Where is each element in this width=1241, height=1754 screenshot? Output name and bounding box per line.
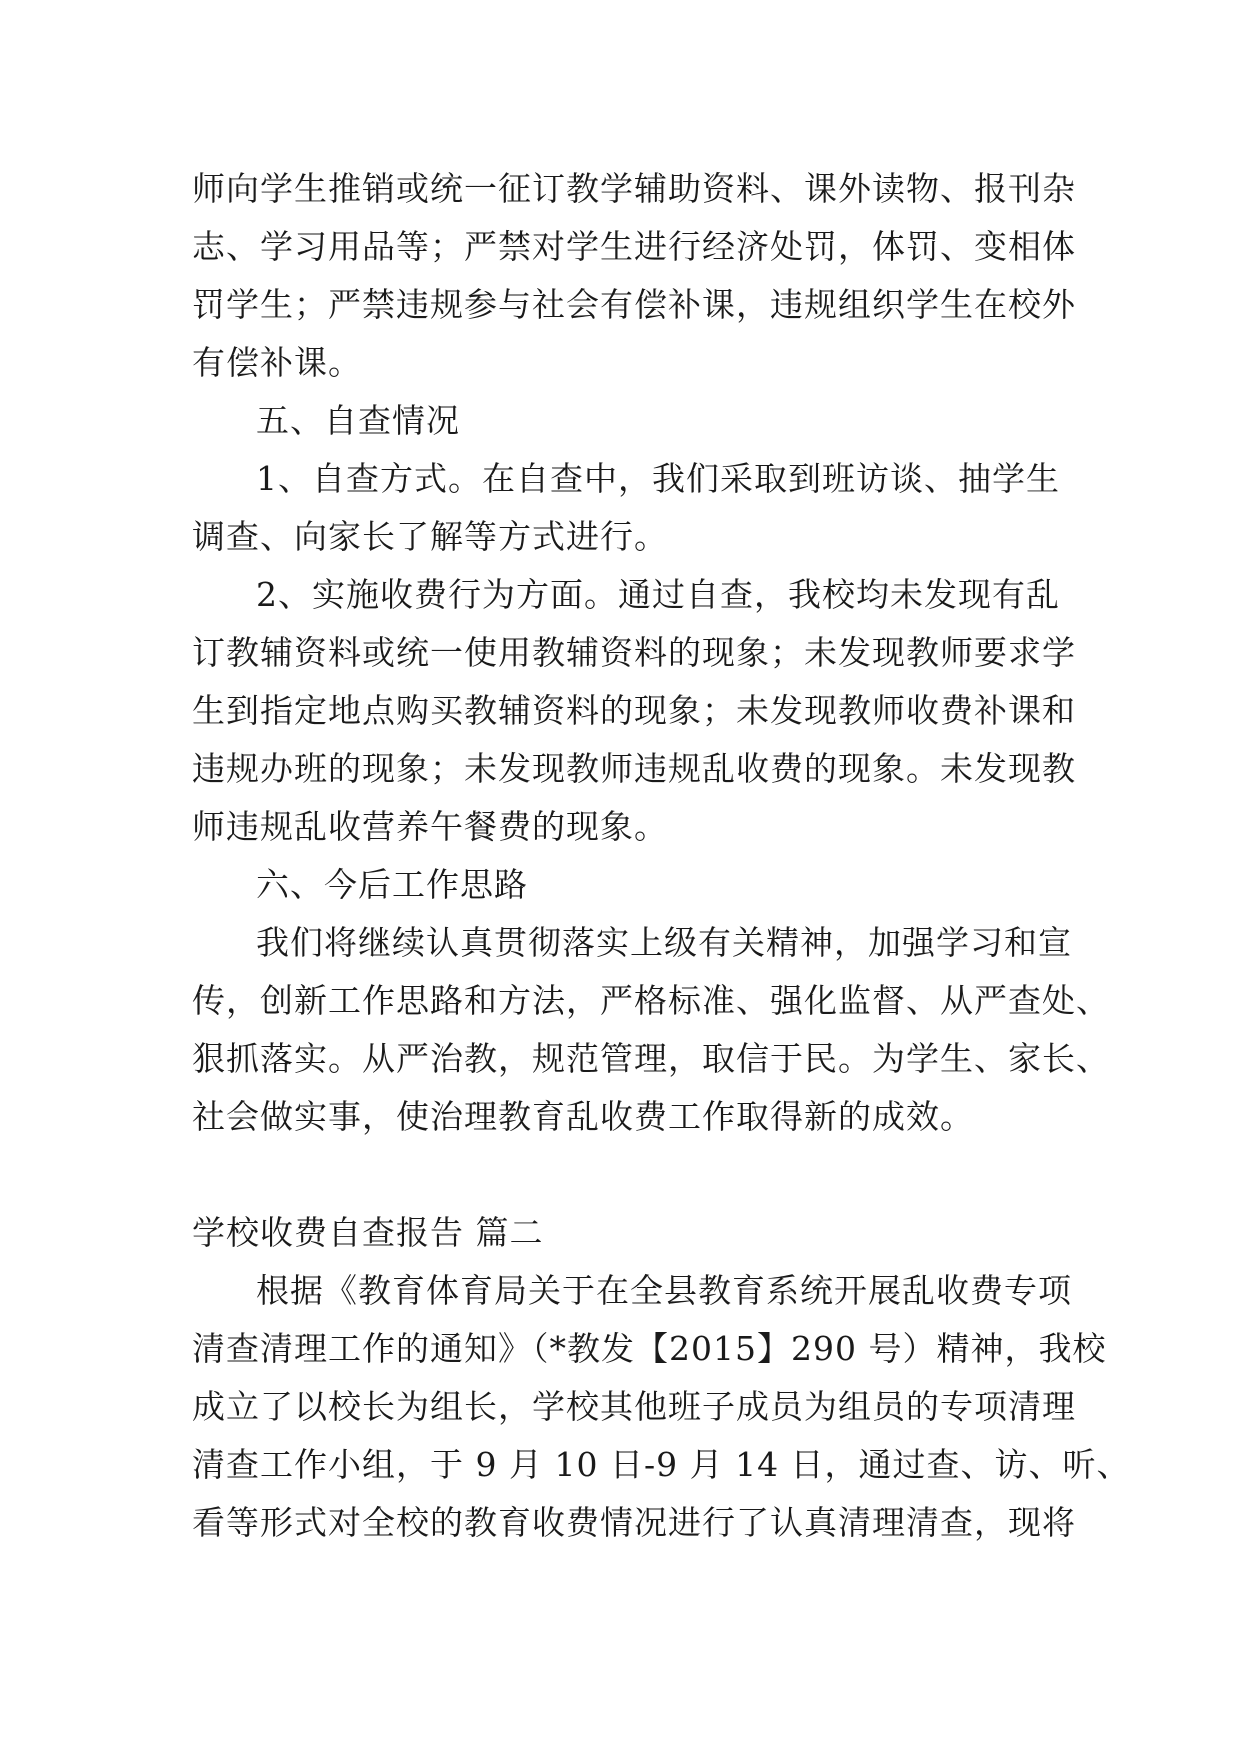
paragraph-first-line: 根据《教育体育局关于在全县教育系统开展乱收费专项 <box>256 1271 1072 1310</box>
document-body <box>192 160 1131 1552</box>
paragraph-first-line: 2、实施收费行为方面。通过自查，我校均未发现有乱 <box>256 575 1060 614</box>
paragraph-first-line: 我们将继续认真贯彻落实上级有关精神，加强学习和宣 <box>256 923 1072 962</box>
body-line: 违规办班的现象；未发现教师违规乱收费的现象。未发现教 <box>192 749 1076 788</box>
body-line: 清查清理工作的通知》（*教发【2015】290 号）精神，我校 <box>192 1329 1107 1368</box>
body-line: 生到指定地点购买教辅资料的现象；未发现教师收费补课和 <box>192 691 1076 730</box>
body-line: 看等形式对全校的教育收费情况进行了认真清理清查，现将 <box>192 1503 1076 1542</box>
body-line: 有偿补课。 <box>192 343 362 382</box>
section-spacer <box>192 1146 1072 1204</box>
body-line: 狠抓落实。从严治教，规范管理，取信于民。为学生、家长、 <box>192 1039 1110 1078</box>
body-line: 师向学生推销或统一征订教学辅助资料、课外读物、报刊杂 <box>192 169 1076 208</box>
body-line: 成立了以校长为组长，学校其他班子成员为组员的专项清理 <box>192 1387 1076 1426</box>
body-line: 志、学习用品等；严禁对学生进行经济处罚，体罚、变相体 <box>192 227 1076 266</box>
body-line: 清查工作小组，于 9 月 10 日-9 月 14 日，通过查、访、听、 <box>192 1445 1131 1484</box>
section-title: 学校收费自查报告 篇二 <box>192 1213 544 1252</box>
section-heading: 六、今后工作思路 <box>256 865 528 904</box>
body-line: 社会做实事，使治理教育乱收费工作取得新的成效。 <box>192 1097 974 1136</box>
body-line: 调查、向家长了解等方式进行。 <box>192 517 668 556</box>
body-line: 罚学生；严禁违规参与社会有偿补课，违规组织学生在校外 <box>192 285 1076 324</box>
body-line: 师违规乱收营养午餐费的现象。 <box>192 807 668 846</box>
section-heading: 五、自查情况 <box>256 401 460 440</box>
paragraph-first-line: 1、自查方式。在自查中，我们采取到班访谈、抽学生 <box>256 459 1060 498</box>
body-line: 订教辅资料或统一使用教辅资料的现象；未发现教师要求学 <box>192 633 1076 672</box>
body-line: 传，创新工作思路和方法，严格标准、强化监督、从严查处、 <box>192 981 1110 1020</box>
